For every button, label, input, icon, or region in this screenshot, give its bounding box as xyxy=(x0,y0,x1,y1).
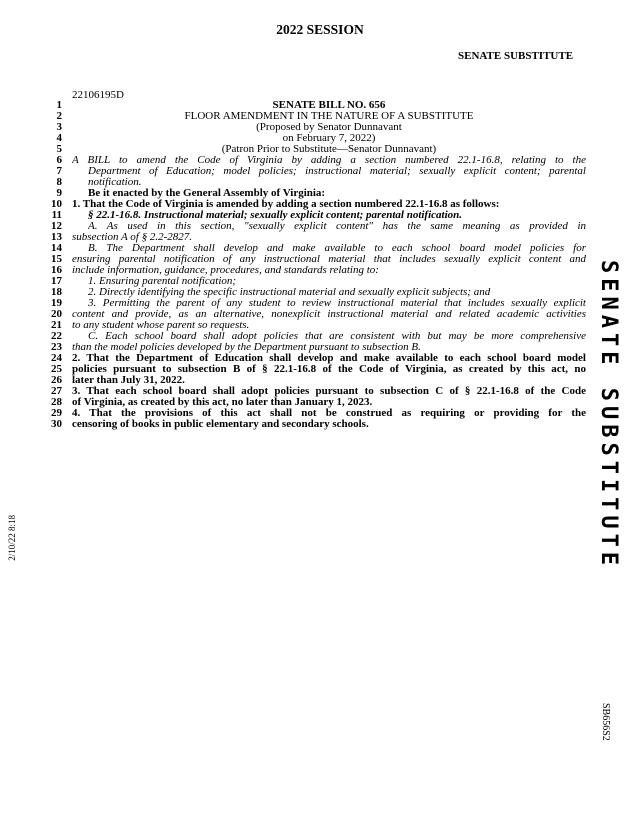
bill-line xyxy=(0,364,640,375)
bill-line xyxy=(0,397,640,408)
bill-text: A. As used in this section, "sexually explicit content" has the same meaning as provided in xyxy=(88,221,586,232)
bill-line xyxy=(0,408,640,419)
line-number: 6 xyxy=(56,154,62,166)
bill-number-title: SENATE BILL NO. 656 xyxy=(272,100,386,111)
line-number: 30 xyxy=(51,418,62,430)
line-number: 10 xyxy=(51,198,62,210)
bill-line xyxy=(0,254,640,265)
line-number: 16 xyxy=(51,264,62,276)
bill-line xyxy=(0,419,640,430)
enactment-4: 4. That the provisions of this act shall not be construed as requiring or providing for the xyxy=(72,408,586,419)
bill-line xyxy=(0,375,640,386)
bill-line xyxy=(0,309,640,320)
bill-line xyxy=(0,353,640,364)
line-number: 12 xyxy=(51,220,62,232)
enactment-2: later than July 31, 2022. xyxy=(72,375,185,386)
margin-bill-code: SB656S2 xyxy=(600,703,611,741)
bill-line xyxy=(0,320,640,331)
amendment-title: FLOOR AMENDMENT IN THE NATURE OF A SUBSTITUTE xyxy=(184,111,474,122)
line-number: 25 xyxy=(51,363,62,375)
line-number: 19 xyxy=(51,297,62,309)
enactment-2: 2. That the Department of Education shall develop and make available to each school board model xyxy=(72,353,586,364)
line-number: 15 xyxy=(51,253,62,265)
bill-line xyxy=(0,298,640,309)
line-number: 11 xyxy=(51,209,62,221)
bill-line xyxy=(0,122,640,133)
bill-text: than the model policies developed by the Department pursuant to subsection B. xyxy=(72,342,421,353)
proposed-by: (Proposed by Senator Dunnavant xyxy=(256,122,402,133)
bill-line xyxy=(0,111,640,122)
line-number: 1 xyxy=(56,99,62,111)
line-number: 2 xyxy=(56,110,62,122)
line-number: 23 xyxy=(51,341,62,353)
bill-text: Department of Education; model policies; instructional material; sexually explicit content; parental xyxy=(88,166,586,177)
enactment-4: censoring of books in public elementary and secondary schools. xyxy=(72,419,369,430)
bill-text: B. The Department shall develop and make available to each school board model policies for xyxy=(88,243,586,254)
bill-text: 2. Directly identifying the specific instructional material and sexually explicit subjects; and xyxy=(88,287,491,298)
bill-line xyxy=(0,331,640,342)
bill-text: ensuring parental notification of any instructional material that includes sexually explicit content and xyxy=(72,254,586,265)
margin-vertical-title: SENATE SUBSTITUTE xyxy=(596,260,621,571)
document-id: 22106195D xyxy=(72,89,124,101)
bill-text: C. Each school board shall adopt policies that are consistent with but may be more comprehensive xyxy=(88,331,586,342)
line-number: 26 xyxy=(51,374,62,386)
bill-line xyxy=(0,276,640,287)
bill-line xyxy=(0,243,640,254)
bill-line xyxy=(0,386,640,397)
line-number: 4 xyxy=(56,132,62,144)
line-number: 22 xyxy=(51,330,62,342)
bill-line xyxy=(0,144,640,155)
bill-line xyxy=(0,166,640,177)
bill-line xyxy=(0,287,640,298)
bill-line xyxy=(0,199,640,210)
bill-line xyxy=(0,188,640,199)
bill-text: content and provide, as an alternative, nonexplicit instructional material and related academic activities xyxy=(72,309,586,320)
bill-text: A BILL to amend the Code of Virginia by adding a section numbered 22.1-16.8, relating to the xyxy=(72,155,586,166)
line-number: 9 xyxy=(56,187,62,199)
line-number: 18 xyxy=(51,286,62,298)
bill-line xyxy=(0,133,640,144)
bill-line xyxy=(0,221,640,232)
enactment-2: policies pursuant to subsection B of § 22.1-16.8 of the Code of Virginia, as created by this act, no xyxy=(72,364,586,375)
bill-line xyxy=(0,100,640,111)
bill-text: 3. Permitting the parent of any student to review instructional material that includes sexually explicit xyxy=(88,298,586,309)
patron-line: (Patron Prior to Substitute—Senator Dunnavant) xyxy=(221,144,437,155)
line-number: 28 xyxy=(51,396,62,408)
bill-text: notification. xyxy=(88,177,142,188)
substitute-label: SENATE SUBSTITUTE xyxy=(458,50,574,62)
line-number: 17 xyxy=(51,275,62,287)
enactment-3: 3. That each school board shall adopt policies pursuant to subsection C of § 22.1-16.8 of the Code xyxy=(72,386,586,397)
bill-text: to any student whose parent so requests. xyxy=(72,320,250,331)
enactment-3: of Virginia, as created by this act, no later than January 1, 2023. xyxy=(72,397,373,408)
line-number: 21 xyxy=(51,319,62,331)
bill-line xyxy=(0,265,640,276)
line-number: 8 xyxy=(56,176,62,188)
line-number: 5 xyxy=(56,143,62,155)
enactment-1: 1. That the Code of Virginia is amended by adding a section numbered 22.1-16.8 as follows: xyxy=(72,199,500,210)
line-number: 20 xyxy=(51,308,62,320)
line-number: 13 xyxy=(51,231,62,243)
bill-text: subsection A of § 2.2-2827. xyxy=(72,232,192,243)
bill-line xyxy=(0,177,640,188)
line-number: 14 xyxy=(51,242,62,254)
line-number: 27 xyxy=(51,385,62,397)
enacting-clause: Be it enacted by the General Assembly of Virginia: xyxy=(88,188,326,199)
line-number: 7 xyxy=(56,165,62,177)
bill-text: include information, guidance, procedures, and standards relating to: xyxy=(72,265,379,276)
bill-line xyxy=(0,342,640,353)
bill-line xyxy=(0,155,640,166)
bill-line xyxy=(0,210,640,221)
session-heading: 2022 SESSION xyxy=(276,22,364,37)
bill-line xyxy=(0,232,640,243)
proposed-date: on February 7, 2022) xyxy=(282,133,376,144)
bill-text: 1. Ensuring parental notification; xyxy=(88,276,237,287)
line-number: 24 xyxy=(51,352,62,364)
margin-date: 2/10/22 8:18 xyxy=(7,515,17,561)
line-number: 29 xyxy=(51,407,62,419)
line-number: 3 xyxy=(56,121,62,133)
section-heading: § 22.1-16.8. Instructional material; sexually explicit content; parental notification. xyxy=(88,210,463,221)
